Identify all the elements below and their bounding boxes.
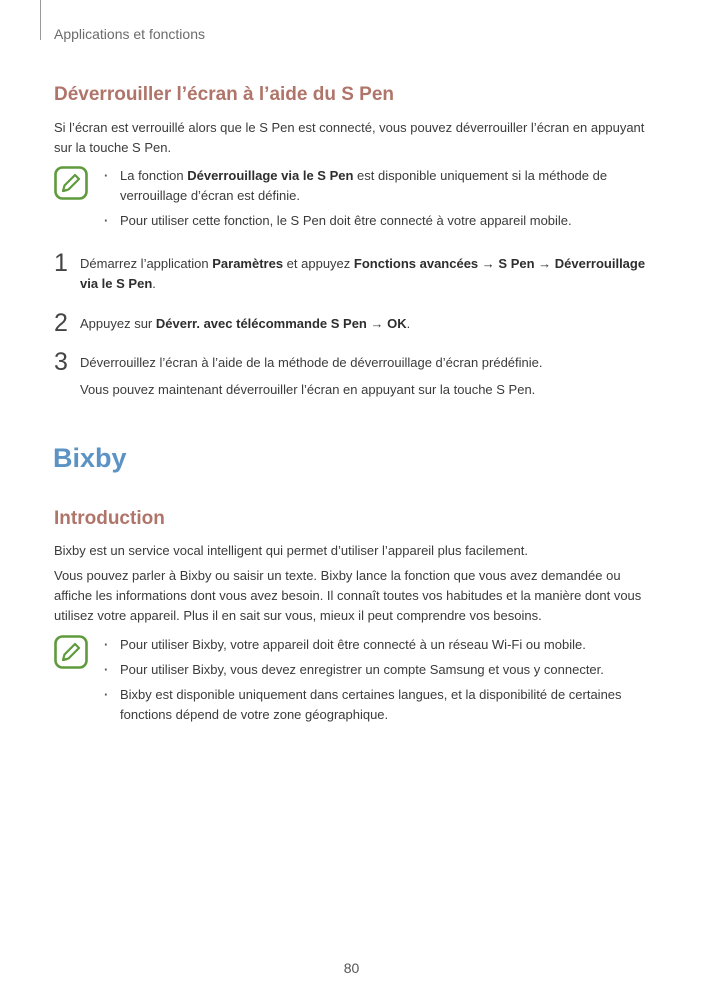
list-item: · Pour utiliser Bixby, votre appareil doit être connecté à un réseau Wi-Fi ou mobile. xyxy=(102,635,662,655)
list-item: · La fonction Déverrouillage via le S Pen est disponible uniquement si la méthode de verrouillage d’écran est définie. xyxy=(102,166,662,206)
bixby-heading: Bixby xyxy=(53,443,127,473)
header-rule xyxy=(40,0,41,40)
list-item: · Pour utiliser Bixby, vous devez enregistrer un compte Samsung et vous y connecter. xyxy=(102,660,662,680)
step-text: Démarrez l’application Paramètres et appuyez Fonctions avancées → S Pen → Déverrouillage via le S Pen. xyxy=(80,256,646,291)
page-number: 80 xyxy=(343,960,360,976)
introduction-heading: Introduction xyxy=(54,508,165,529)
bixby-description-paragraph: Vous pouvez parler à Bixby ou saisir un texte. Bixby lance la fonction que vous avez demandée ou affiche les informations dont vous avez besoin. Il connaît toutes vos habitudes et la manière dont vous utilisez votre appareil. Plus il en sait sur vous, mieux il peut comprendre vos besoins. xyxy=(54,568,642,623)
bixby-intro-paragraph: Bixby est un service vocal intelligent qui permet d’utiliser l’appareil plus facilement. xyxy=(54,543,529,558)
spen-intro-paragraph: Si l’écran est verrouillé alors que le S Pen est connecté, vous pouvez déverrouiller l’écran en appuyant sur la touche S Pen. xyxy=(54,120,645,155)
step-number: 2 xyxy=(54,309,68,337)
bixby-note-list xyxy=(102,635,662,730)
step-text: Appuyez sur Déverr. avec télécommande S Pen → OK. xyxy=(80,316,411,331)
note-pencil-icon xyxy=(54,635,88,669)
note-pencil-icon xyxy=(54,166,88,200)
spen-unlock-heading: Déverrouiller l’écran à l’aide du S Pen xyxy=(54,84,395,105)
step-number: 3 xyxy=(54,348,68,376)
step-followup-text: Vous pouvez maintenant déverrouiller l’écran en appuyant sur la touche S Pen. xyxy=(80,382,536,397)
list-item: · Pour utiliser cette fonction, le S Pen doit être connecté à votre appareil mobile. xyxy=(102,211,662,231)
list-item: · Bixby est disponible uniquement dans certaines langues, et la disponibilité de certaines fonctions dépend de votre zone géographique. xyxy=(102,685,662,725)
spen-note-list xyxy=(102,166,662,236)
running-header: Applications et fonctions xyxy=(54,26,205,42)
step-number: 1 xyxy=(54,249,68,277)
step-text: Déverrouillez l’écran à l’aide de la méthode de déverrouillage d’écran prédéfinie. xyxy=(80,355,543,370)
